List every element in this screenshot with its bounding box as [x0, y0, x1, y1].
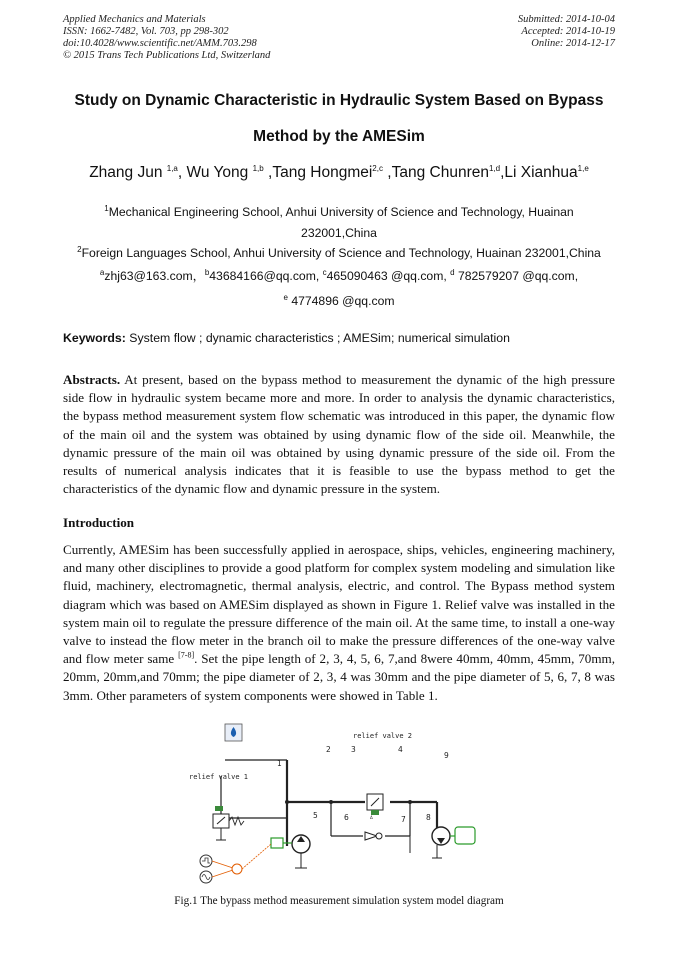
svg-text:Δ: Δ — [370, 815, 373, 820]
email: 782579207 @qq.com, — [454, 269, 579, 283]
component-number: 1 — [277, 759, 282, 768]
email: 465090463 @qq.com, — [326, 269, 451, 283]
signal-source-icon — [200, 844, 271, 883]
relief-valve-1 — [213, 806, 244, 828]
motor-icon — [271, 838, 292, 848]
doi-line: doi:10.4028/www.scientific.net/AMM.703.298 — [63, 38, 257, 49]
affiliation-text: 232001,China — [301, 226, 377, 240]
component-number: 4 — [398, 745, 403, 754]
component-number: 5 — [313, 811, 318, 820]
author-sup: 1,b — [252, 163, 264, 173]
email-sup: c — [322, 267, 327, 277]
email-sup: e — [283, 292, 288, 302]
main-oil-line — [287, 760, 437, 846]
email: 43684166@qq.com, — [209, 269, 323, 283]
component-number: 2 — [326, 745, 331, 754]
intro-text: Currently, AMESim has been successfully applied in aerospace, ships, vehicles, engineering machinery, and many other disciplines to provide a good platform for complex system modeling and simulation like fluid, machinery, electromagnetic, thermal analysis, electric, and control. The Bypass method system diagram which was based on AMESim displayed as shown in Figure 1. Relief valve was installed in the system main oil to regulate the pressure difference of the main oil. At the same time, to install a one-way valve to instead the flow meter in the branch oil to make the pressure differences of the one-way valve and flow meter same — [63, 542, 615, 667]
author-name: Wu Yong — [186, 164, 253, 181]
section-heading-introduction: Introduction — [63, 515, 135, 530]
journal-header-left — [63, 14, 270, 62]
author-name: Li Xianhua — [504, 164, 578, 181]
keywords — [63, 331, 615, 345]
paper-title-line-2: Method by the AMESim — [253, 128, 425, 145]
tank-return-symbols — [216, 828, 442, 858]
email: 4774896 @qq.com — [287, 294, 395, 308]
keywords-label: Keywords: — [63, 331, 126, 345]
email-sup: d — [450, 267, 455, 277]
output-motor-icon — [432, 827, 475, 845]
author-name: Zhang Jun — [89, 164, 167, 181]
affiliation-text: Foreign Languages School, Anhui University of Science and Technology, Huainan 232001,China — [81, 246, 601, 260]
author-sep: , — [263, 164, 273, 181]
email-line-2 — [40, 291, 638, 312]
component-number: 3 — [351, 745, 356, 754]
email: zhj63@163.com， — [104, 269, 205, 283]
copyright-line: © 2015 Trans Tech Publications Ltd, Switzerland — [63, 50, 271, 61]
affiliation-2 — [40, 243, 638, 264]
submitted-date: Submitted: 2014-10-04 — [517, 14, 615, 25]
system-model-diagram — [185, 718, 491, 890]
author-name: Tang Chunren — [391, 164, 489, 181]
affiliation-sup: 2 — [77, 244, 82, 254]
intro-text: . Set the pipe length of 2, 3, 4, 5, 6, 7,and 8were 40mm, 40mm, 45mm, 70mm, 20mm, 20mm,and 70mm; the pipe diameter of 2, 3, 4 was 30mm and the pipe diameter of 5, 6, 7, 8 was 3mm. Other parameters of system components were showed in Table 1. — [63, 651, 615, 703]
component-number: 9 — [444, 751, 449, 760]
component-number: 8 — [426, 813, 431, 822]
issn-line: ISSN: 1662-7482, Vol. 703, pp 298-302 — [63, 26, 229, 37]
check-valve-icon — [365, 832, 382, 840]
author-list — [40, 164, 638, 182]
author-sup: 1,d — [488, 163, 501, 173]
author-sep: , — [177, 164, 187, 181]
abstract-text: At present, based on the bypass method to measurement the dynamic of the high pressure side flow in hydraulic system became more and more. In order to analysis the dynamic characteristics, the bypass method measurement system flow schematic was introduced in this paper, the dynamic flow of the main oil and the system was obtained by using dynamic flow of the side oil. Meanwhile, the dynamic pressure of the main oil was obtained by using dynamic pressure of the side oil. From the results of numerical analysis indicates that it is feasible to use the bypass method to get the characteristics of the dynamic flow and dynamic pressure in the system. — [63, 372, 615, 497]
paper-title-line-1: Study on Dynamic Characteristic in Hydraulic System Based on Bypass — [74, 92, 604, 109]
accepted-date: Accepted: 2014-10-19 — [521, 26, 615, 37]
author-sep: , — [382, 164, 392, 181]
figure-caption: Fig.1 The bypass method measurement simulation system model diagram — [174, 895, 504, 907]
affiliation-1 — [40, 202, 638, 244]
citation-ref: [7-8] — [178, 650, 195, 660]
journal-name: Applied Mechanics and Materials — [63, 14, 206, 25]
affiliation-sup: 1 — [104, 203, 109, 213]
pump-icon — [292, 835, 310, 868]
author-sup: 1,e — [577, 163, 589, 173]
author-sup: 2,c — [372, 163, 383, 173]
abstract — [63, 371, 615, 498]
author-name: Tang Hongmei — [272, 164, 373, 181]
online-date: Online: 2014-12-17 — [531, 38, 615, 49]
email-list — [40, 266, 638, 287]
email-sup: a — [99, 267, 105, 277]
abstract-label: Abstracts. — [63, 372, 121, 387]
author-sup: 1,a — [166, 163, 178, 173]
relief-valve-2-label: relief valve 2 — [353, 732, 413, 740]
relief-valve-2 — [367, 794, 383, 820]
tank-icon — [225, 724, 242, 741]
relief-valve-1-label: relief valve 1 — [189, 773, 249, 781]
introduction-paragraph — [63, 541, 615, 705]
affiliation-text: Mechanical Engineering School, Anhui University of Science and Technology, Huainan — [108, 205, 574, 219]
component-number: 7 — [401, 815, 406, 824]
author-sep: , — [500, 164, 505, 181]
keywords-text: System flow ; dynamic characteristics ; AMESim; numerical simulation — [125, 331, 510, 345]
email-sup: b — [204, 267, 210, 277]
component-number: 6 — [344, 813, 349, 822]
journal-header-right — [518, 14, 615, 50]
